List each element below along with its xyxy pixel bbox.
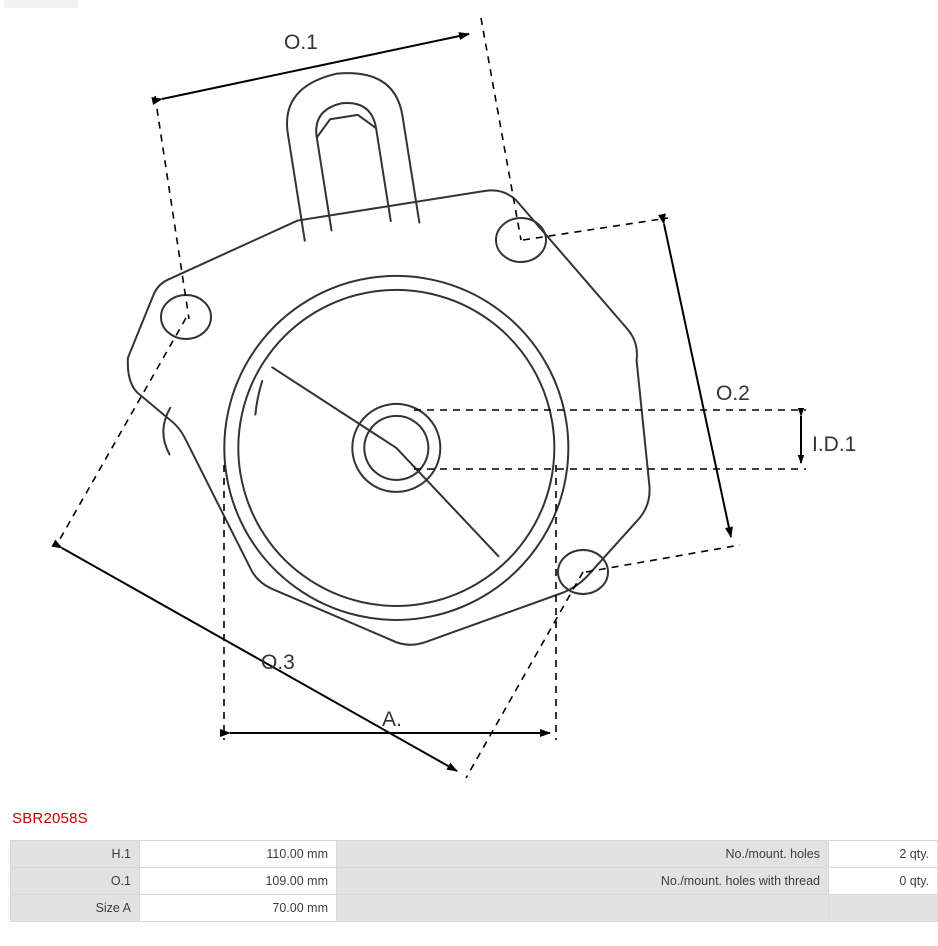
spec-value-size-a: 70.00 mm [140,895,337,922]
spec-label-o1: O.1 [11,868,140,895]
dim-label-o2: O.2 [716,382,750,405]
table-row [11,841,938,868]
spec-value-mount-holes: 2 qty. [829,841,938,868]
spec-blank-cell-2 [829,895,938,922]
drive-housing-circle [200,251,594,645]
dim-label-o3: O.3 [261,651,295,674]
dim-id1 [414,410,806,469]
spec-value-o1: 109.00 mm [140,868,337,895]
lifting-eye [280,65,420,241]
table-row [11,868,938,895]
specifications-table [10,840,938,922]
dim-o3 [56,318,583,778]
spec-label-size-a: Size A [11,895,140,922]
dim-a [224,465,556,740]
spec-label-h1: H.1 [11,841,140,868]
spec-value-h1: 110.00 mm [140,841,337,868]
spec-blank-cell [337,895,829,922]
dim-label-o1: O.1 [284,31,318,54]
dim-label-a: A. [382,708,402,731]
spec-value-mount-holes-thread: 0 qty. [829,868,938,895]
spec-label-mount-holes: No./mount. holes [337,841,829,868]
mounting-hole-top-left [161,295,211,339]
spec-label-mount-holes-thread: No./mount. holes with thread [337,868,829,895]
table-row [11,895,938,922]
dim-label-id1: I.D.1 [812,433,857,456]
dim-o1 [155,18,521,319]
part-number: SBR2058S [12,810,88,827]
